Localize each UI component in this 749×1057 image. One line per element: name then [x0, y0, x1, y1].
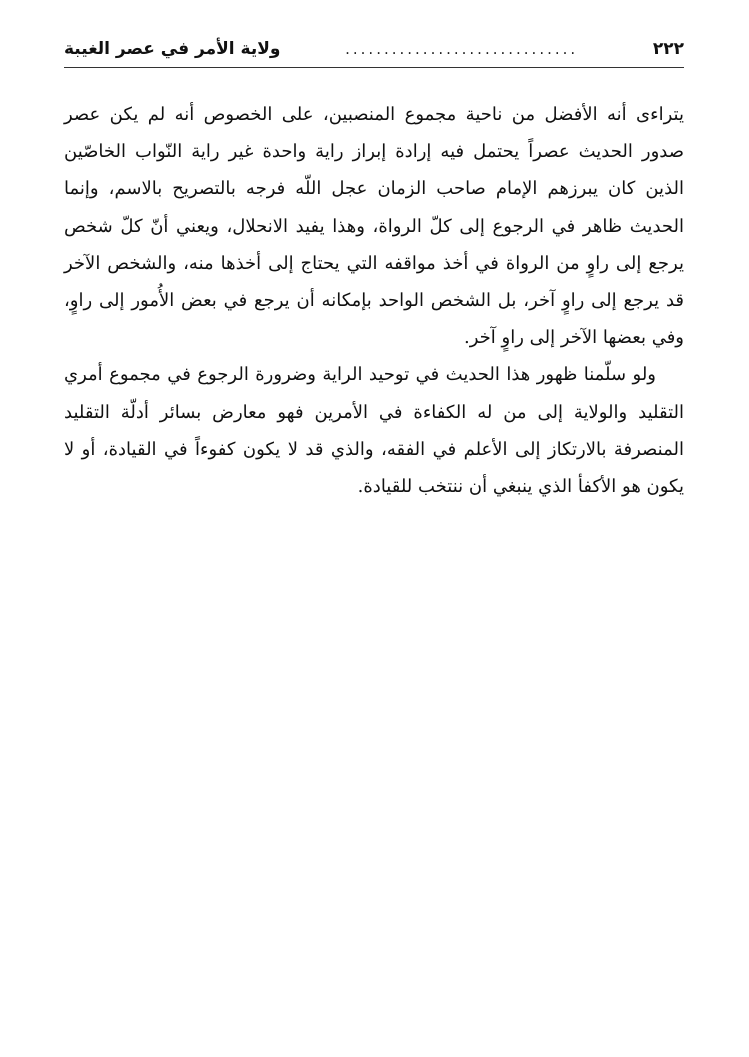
- leader-dots: ..............................: [345, 40, 579, 58]
- book-title: ولاية الأمر في عصر الغيبة: [64, 39, 281, 59]
- paragraph-1: يتراءى أنه الأفضل من ناحية مجموع المنصبين، على الخصوص أنه لم يكن عصر صدور الحديث عصراً يحتمل فيه إرادة إبراز راية واحدة غير راية النّواب الخاصّين الذين كان يبرزهم الإمام صاحب الزمان عجل اللّه فرجه بالتصريح بالاسم، وإنما الحديث ظاهر في الرجوع إلى كلّ الرواة، وهذا يفيد الانحلال، ويعني أنّ كلّ شخص يرجع إلى راوٍ من الرواة في أخذ مواقفه التي يحتاج إلى أخذها منه، والشخص الآخر قد يرجع إلى راوٍ آخر، بل الشخص الواحد بإمكانه أن يرجع في بعض الأُمور إلى راوٍ، وفي بعضها الآخر إلى راوٍ آخر.: [64, 104, 684, 349]
- page-number: ٢٢٢: [652, 39, 684, 59]
- running-header: [64, 34, 684, 64]
- body-text: [64, 96, 684, 505]
- paragraph-2: ولو سلّمنا ظهور هذا الحديث في توحيد الراية وضرورة الرجوع في مجموع أمري التقليد والولاية إلى من له الكفاءة في الأمرين فهو معارض بسائر أدلّة التقليد المنصرفة بالارتكاز إلى الأعلم في الفقه، والذي قد لا يكون كفوءاً في القيادة، أو لا يكون هو الأكفأ الذي ينبغي أن ننتخب للقيادة.: [64, 364, 684, 498]
- header-divider: [64, 67, 684, 68]
